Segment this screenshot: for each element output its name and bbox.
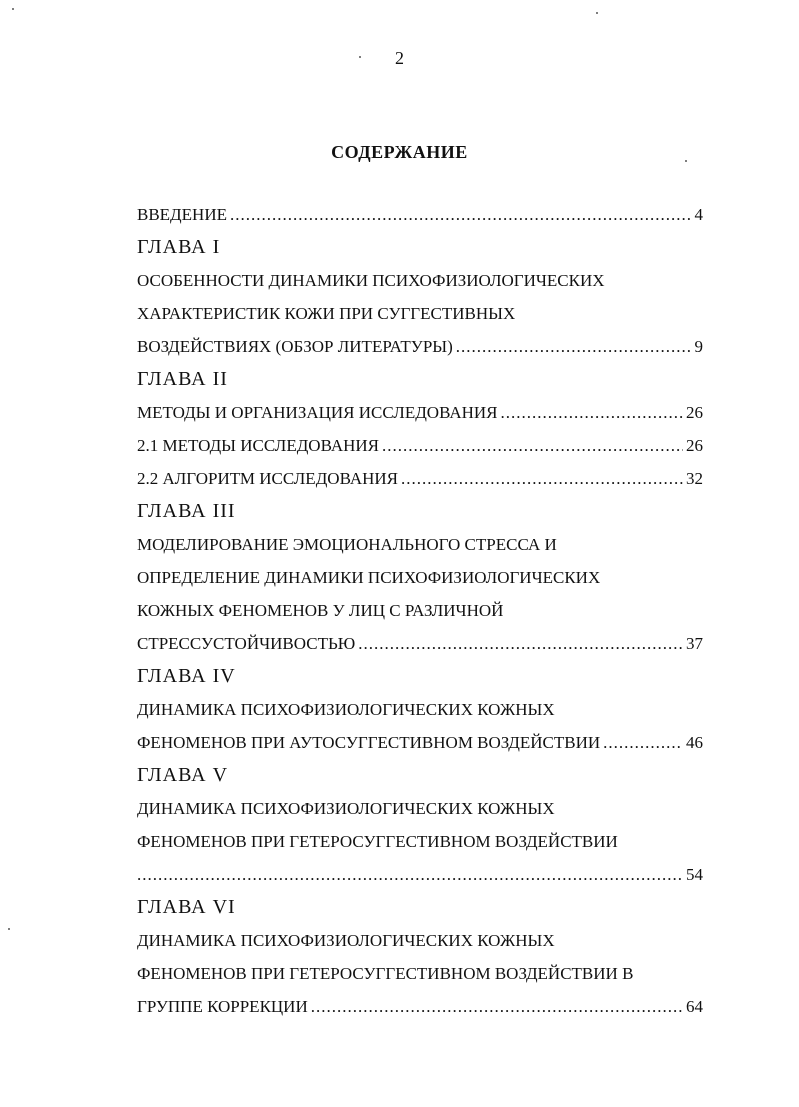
toc-page-number: 54: [686, 865, 703, 884]
chapter-heading: [137, 363, 703, 396]
chapter-label: ГЛАВА V: [137, 764, 229, 786]
chapter-heading: [137, 660, 703, 693]
dot-leader: [358, 627, 683, 660]
scan-speck: [359, 56, 361, 58]
dot-leader: [401, 462, 683, 495]
toc-entry-text: ДИНАМИКА ПСИХОФИЗИОЛОГИЧЕСКИХ КОЖНЫХ: [137, 799, 555, 818]
toc-entry-text: ДИНАМИКА ПСИХОФИЗИОЛОГИЧЕСКИХ КОЖНЫХ: [137, 700, 555, 719]
toc-entry: [137, 330, 703, 363]
dot-leader: [382, 429, 683, 462]
scan-speck: [12, 8, 14, 10]
toc-page-number: 26: [686, 436, 703, 455]
chapter-label: ГЛАВА IV: [137, 665, 236, 687]
chapter-label: ГЛАВА VI: [137, 896, 236, 918]
scan-speck: [8, 928, 10, 930]
chapter-label: ГЛАВА II: [137, 368, 228, 390]
dot-leader: [230, 198, 692, 231]
toc-page-number: 46: [686, 733, 703, 752]
toc-line: [137, 561, 703, 594]
toc-entry-text: ДИНАМИКА ПСИХОФИЗИОЛОГИЧЕСКИХ КОЖНЫХ: [137, 931, 555, 950]
toc-entry: [137, 429, 703, 462]
toc-entry-text: ФЕНОМЕНОВ ПРИ ГЕТЕРОСУГГЕСТИВНОМ ВОЗДЕЙСТВИИ: [137, 832, 618, 851]
toc-line: [137, 297, 703, 330]
toc-page-number: 26: [686, 403, 703, 422]
toc-line: [137, 264, 703, 297]
toc-entry: [137, 726, 703, 759]
toc-entry-text: ОСОБЕННОСТИ ДИНАМИКИ ПСИХОФИЗИОЛОГИЧЕСКИХ: [137, 271, 605, 290]
toc-entry-text: ФЕНОМЕНОВ ПРИ ГЕТЕРОСУГГЕСТИВНОМ ВОЗДЕЙСТВИИ В: [137, 964, 634, 983]
dot-leader: [501, 396, 683, 429]
toc-page-number: 9: [694, 337, 703, 356]
toc-entry-text: КОЖНЫХ ФЕНОМЕНОВ У ЛИЦ С РАЗЛИЧНОЙ: [137, 601, 504, 620]
toc-entry-text: ФЕНОМЕНОВ ПРИ АУТОСУГГЕСТИВНОМ ВОЗДЕЙСТВИИ: [137, 733, 601, 752]
toc-entry: [137, 858, 703, 891]
toc-entry-text: 2.1 МЕТОДЫ ИССЛЕДОВАНИЯ: [137, 436, 380, 455]
page-title: СОДЕРЖАНИЕ: [331, 142, 468, 162]
toc-line: [137, 957, 703, 990]
chapter-label: ГЛАВА III: [137, 500, 236, 522]
table-of-contents: [137, 198, 703, 1023]
toc-entry-text: ВВЕДЕНИЕ: [137, 205, 227, 224]
dot-leader: [137, 858, 683, 891]
toc-entry-text: МЕТОДЫ И ОРГАНИЗАЦИЯ ИССЛЕДОВАНИЯ: [137, 403, 498, 422]
chapter-heading: [137, 231, 703, 264]
toc-entry-text: ХАРАКТЕРИСТИК КОЖИ ПРИ СУГГЕСТИВНЫХ: [137, 304, 516, 323]
toc-entry-text: СТРЕССУСТОЙЧИВОСТЬЮ: [137, 634, 356, 653]
toc-entry-text: МОДЕЛИРОВАНИЕ ЭМОЦИОНАЛЬНОГО СТРЕССА И: [137, 535, 557, 554]
dot-leader: [456, 330, 692, 363]
toc-line: [137, 825, 703, 858]
chapter-label: ГЛАВА I: [137, 236, 221, 258]
toc-entry: [137, 990, 703, 1023]
toc-entry-text: ОПРЕДЕЛЕНИЕ ДИНАМИКИ ПСИХОФИЗИОЛОГИЧЕСКИХ: [137, 568, 601, 587]
chapter-heading: [137, 759, 703, 792]
toc-entry: [137, 396, 703, 429]
toc-entry: [137, 462, 703, 495]
toc-entry-text: 2.2 АЛГОРИТМ ИССЛЕДОВАНИЯ: [137, 469, 399, 488]
toc-line: [137, 924, 703, 957]
toc-page-number: 37: [686, 634, 703, 653]
toc-entry-text: ВОЗДЕЙСТВИЯХ (ОБЗОР ЛИТЕРАТУРЫ): [137, 337, 453, 356]
dot-leader: [311, 990, 683, 1023]
toc-page-number: 32: [686, 469, 703, 488]
toc-line: [137, 528, 703, 561]
toc-page-number: 64: [686, 997, 703, 1016]
dot-leader: [603, 726, 683, 759]
toc-entry-text: ГРУППЕ КОРРЕКЦИИ: [137, 997, 308, 1016]
chapter-heading: [137, 495, 703, 528]
scan-speck: [685, 160, 687, 162]
toc-entry: [137, 627, 703, 660]
toc-line: [137, 792, 703, 825]
toc-line: [137, 693, 703, 726]
toc-line: [137, 594, 703, 627]
toc-page-number: 4: [694, 205, 703, 224]
chapter-heading: [137, 891, 703, 924]
scan-speck: [596, 12, 598, 14]
page-number: 2: [395, 48, 404, 68]
toc-entry-intro: [137, 198, 703, 231]
